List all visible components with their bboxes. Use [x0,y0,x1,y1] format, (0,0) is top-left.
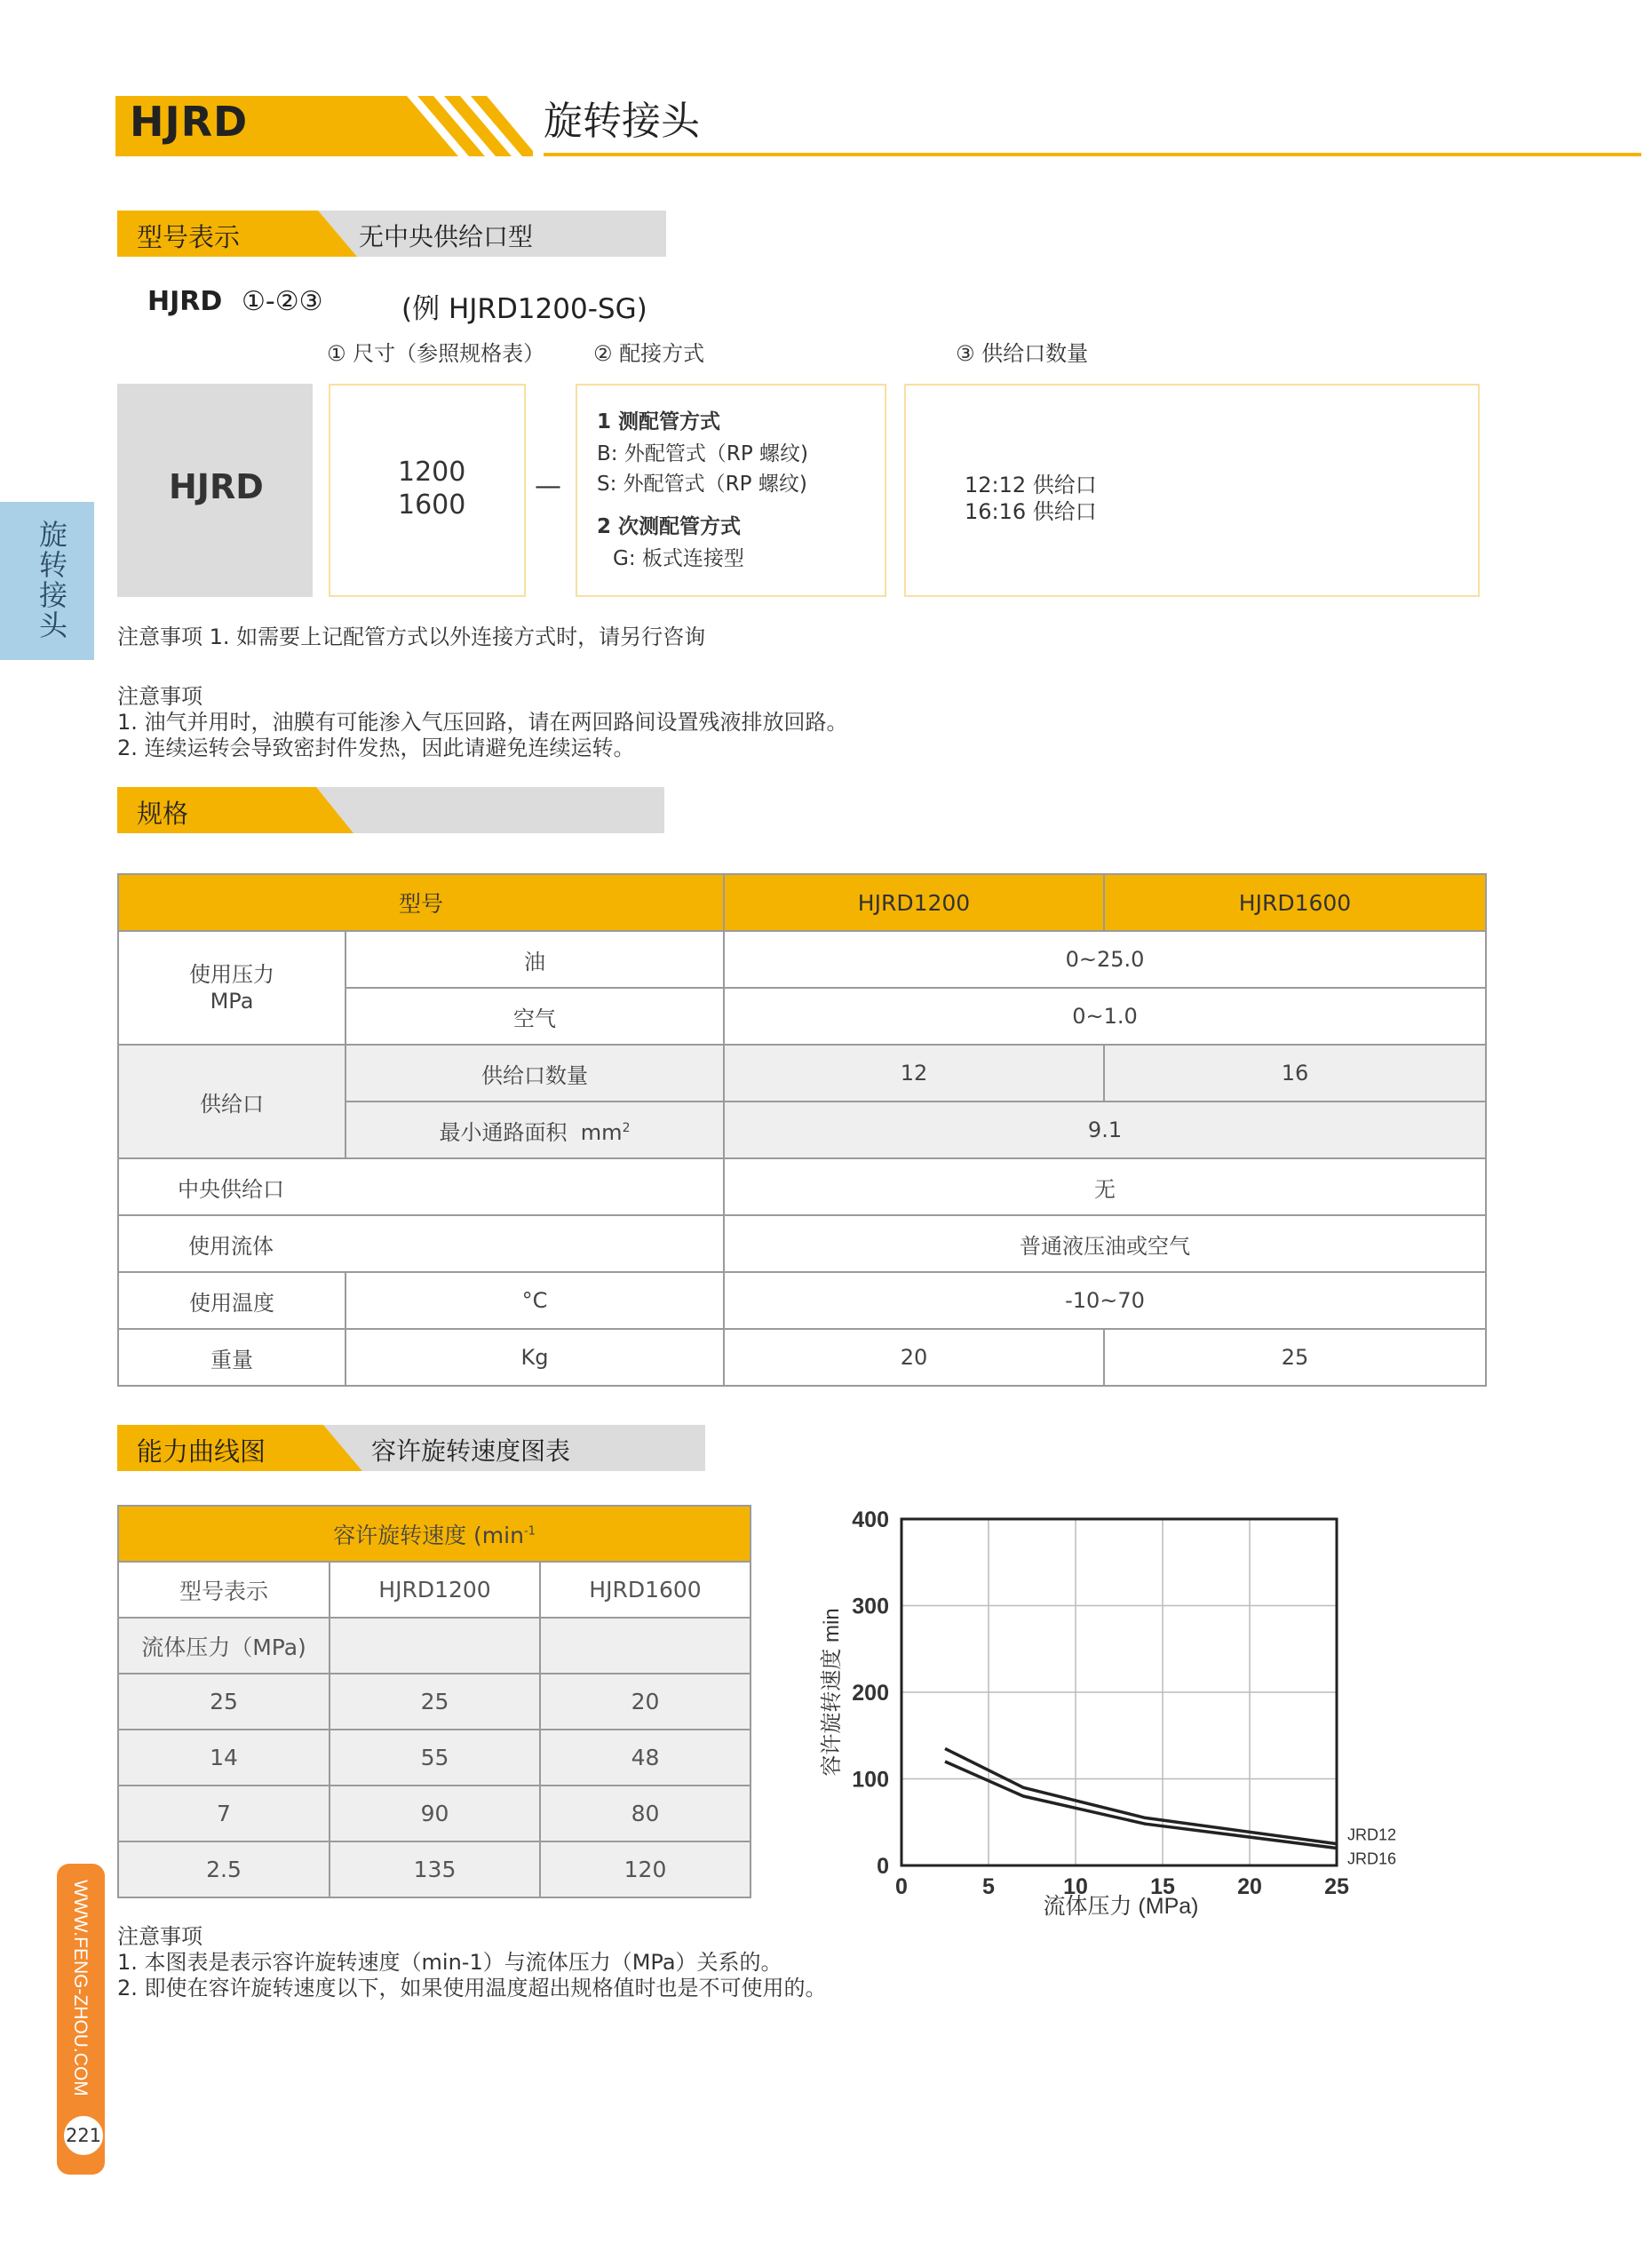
spec-row-center [118,1158,1486,1215]
conn-heading-1: 1 测配管方式 [597,410,721,433]
model-box-connection [576,384,886,597]
spec-weight-unit: Kg [345,1329,724,1386]
page-title: 旋转接头 [544,99,700,144]
chart-xtick-label: 20 [1237,1874,1262,1899]
model-label-connection: ② 配接方式 [593,341,705,366]
speed-pressure-blank-1 [330,1618,540,1674]
spec-pressure-unit: MPa [210,989,254,1014]
spec-oil-label: 油 [345,931,724,988]
chart-ytick-label: 100 [852,1767,889,1793]
model-box-ports [904,384,1480,597]
section-capability-label: 能力曲线图 [137,1436,266,1467]
chart-series-label: JRD16 [1347,1849,1397,1868]
spec-ports-hjrd1600: 16 [1104,1045,1486,1102]
model-dash: — [535,471,561,502]
model-box-main-text: HJRD [169,467,264,506]
speed-hjrd1200-value: 90 [330,1786,540,1841]
spec-air-label: 空气 [345,988,724,1045]
speed-pressure-value: 7 [118,1786,330,1841]
speed-pressure-chart [799,1483,1421,1919]
model-label-size: ① 尺寸（参照规格表） [327,341,545,366]
spec-table [117,873,1487,1387]
model-box-main [117,384,313,597]
chart-ylabel: 容许旋转速度 min [820,1608,844,1777]
section-spec-label: 规格 [137,799,189,829]
note-connection: 注意事项 1. 如需要上记配管方式以外连接方式时，请另行咨询 [117,624,706,649]
speed-pressure-value: 14 [118,1730,330,1786]
chart-ytick-label: 400 [852,1507,889,1532]
spec-air-value: 0~1.0 [724,988,1486,1045]
spec-temp-unit: °C [345,1272,724,1329]
speed-col-hjrd1200: HJRD1200 [330,1562,540,1618]
spec-row-oil [118,931,1486,988]
spec-weight-hjrd1600: 25 [1104,1329,1486,1386]
section-model-label: 型号表示 [137,222,241,252]
speed-pressure-blank-2 [540,1618,751,1674]
model-label-ports: ③ 供给口数量 [956,341,1089,366]
spec-header-model: 型号 [118,874,724,931]
spec-area-unit: mm [580,1119,623,1145]
table-row [118,1674,751,1730]
chart-series [945,1748,1396,1867]
speed-col-model: 型号表示 [118,1562,330,1618]
spec-temp-label: 使用温度 [118,1272,345,1329]
speed-col-row [118,1562,751,1618]
spec-fluid-label: 使用流体 [118,1215,724,1272]
speed-header-superscript: -1 [523,1524,536,1539]
speed-pressure-row [118,1618,751,1674]
chart-xtick-label: 15 [1150,1874,1175,1899]
speed-hjrd1200-value: 135 [330,1841,540,1897]
footer-url[interactable]: WWW.FENG-ZHOU.COM [70,1880,91,2096]
conn-option-g: G: 板式连接型 [613,547,744,570]
chart-grid [901,1519,1337,1865]
chart-ytick-label: 200 [852,1681,889,1706]
note2-line2: 2. 连续运转会导致密封件发热，因此请避免连续运转。 [117,736,635,760]
speed-header: 容许旋转速度 (min [333,1522,524,1548]
note3-line2: 2. 即使在容许旋转速度以下，如果使用温度超出规格值时也是不可使用的。 [117,1976,827,2000]
chart-ytick-label: 0 [877,1854,889,1879]
chart-series-line [945,1748,1337,1843]
speed-header-cell [118,1506,751,1562]
spec-temp-value: -10~70 [724,1272,1486,1329]
section-spec-tab [117,787,549,833]
speed-col-hjrd1600: HJRD1600 [540,1562,751,1618]
spec-area-cell [345,1102,724,1158]
spec-row-fluid [118,1215,1486,1272]
footer-url-wrap [50,1874,112,2105]
model-box-size [329,384,526,597]
table-row [118,1786,751,1841]
spec-ports-hjrd1200: 12 [724,1045,1104,1102]
spec-weight-hjrd1200: 20 [724,1329,1104,1386]
speed-pressure-value: 2.5 [118,1841,330,1897]
spec-row-temp [118,1272,1486,1329]
spec-weight-label: 重量 [118,1329,345,1386]
speed-hjrd1600-value: 120 [540,1841,751,1897]
header-stripes [391,96,533,156]
side-tab[interactable] [0,502,94,660]
spec-area-value: 9.1 [724,1102,1486,1158]
spec-row-ports [118,1045,1486,1102]
spec-ports-label: 供给口数量 [345,1045,724,1102]
size-1600: 1600 [398,489,466,521]
spec-pressure-cell [118,931,345,1045]
chart-xtick-label: 5 [982,1874,995,1899]
model-code-prefix: HJRD [147,286,223,317]
spec-header-hjrd1600: HJRD1600 [1104,874,1486,931]
header-rule [544,153,1641,156]
section-capability-tab [117,1425,592,1471]
model-code-example: (例 HJRD1200-SG) [401,293,647,325]
spec-center-label: 中央供给口 [118,1158,724,1215]
page-number: 221 [62,2114,105,2157]
spec-fluid-value: 普通液压油或空气 [724,1215,1486,1272]
spec-area-label: 最小通路面积 [439,1119,568,1145]
spec-row-weight [118,1329,1486,1386]
section-model-tab [117,211,544,257]
conn-heading-2: 2 次测配管方式 [597,515,742,538]
spec-supply-label: 供给口 [118,1045,345,1158]
speed-pressure-label: 流体压力（MPa) [118,1618,330,1674]
conn-option-s: S: 外配管式（RP 螺纹) [597,473,807,496]
port-option-16: 16:16 供给口 [965,499,1097,524]
spec-area-superscript: 2 [622,1120,631,1135]
chart-ytick-label: 300 [852,1594,889,1619]
size-1200: 1200 [398,457,466,488]
spec-header-row [118,874,1486,931]
speed-pressure-value: 25 [118,1674,330,1730]
speed-hjrd1200-value: 55 [330,1730,540,1786]
spec-oil-value: 0~25.0 [724,931,1486,988]
port-option-12: 12:12 供给口 [965,473,1097,497]
table-row [118,1841,751,1897]
spec-header-hjrd1200: HJRD1200 [724,874,1104,931]
note3-line1: 1. 本图表是表示容许旋转速度（min-1）与流体压力（MPa）关系的。 [117,1950,782,1975]
speed-hjrd1600-value: 80 [540,1786,751,1841]
chart-xtick-label: 25 [1324,1874,1349,1899]
speed-header-row [118,1506,751,1562]
note2-line1: 1. 油气并用时，油膜有可能渗入气压回路，请在两回路间设置残液排放回路。 [117,710,848,735]
header-model: HJRD [130,98,249,146]
side-tab-label: 旋转接头 [39,518,68,642]
speed-table [117,1505,751,1898]
speed-hjrd1600-value: 48 [540,1730,751,1786]
section-capability-sublabel: 容许旋转速度图表 [371,1436,571,1466]
spec-pressure-label: 使用压力 [189,962,274,987]
model-code-pattern: ①-②③ [242,286,323,317]
note2-title: 注意事项 [117,684,203,709]
table-row [118,1730,751,1786]
note3-title: 注意事项 [117,1924,203,1949]
chart-series-label: JRD12 [1347,1825,1397,1844]
speed-hjrd1600-value: 20 [540,1674,751,1730]
conn-option-b: B: 外配管式（RP 螺纹) [597,442,808,465]
chart-xtick-label: 10 [1063,1874,1088,1899]
chart-xtick-label: 0 [895,1874,908,1899]
chart-xlabel: 流体压力 (MPa) [1043,1894,1199,1919]
speed-hjrd1200-value: 25 [330,1674,540,1730]
section-model-sublabel: 无中央供给口型 [359,222,534,251]
spec-center-value: 无 [724,1158,1486,1215]
chart-y-ticks [852,1507,889,1879]
